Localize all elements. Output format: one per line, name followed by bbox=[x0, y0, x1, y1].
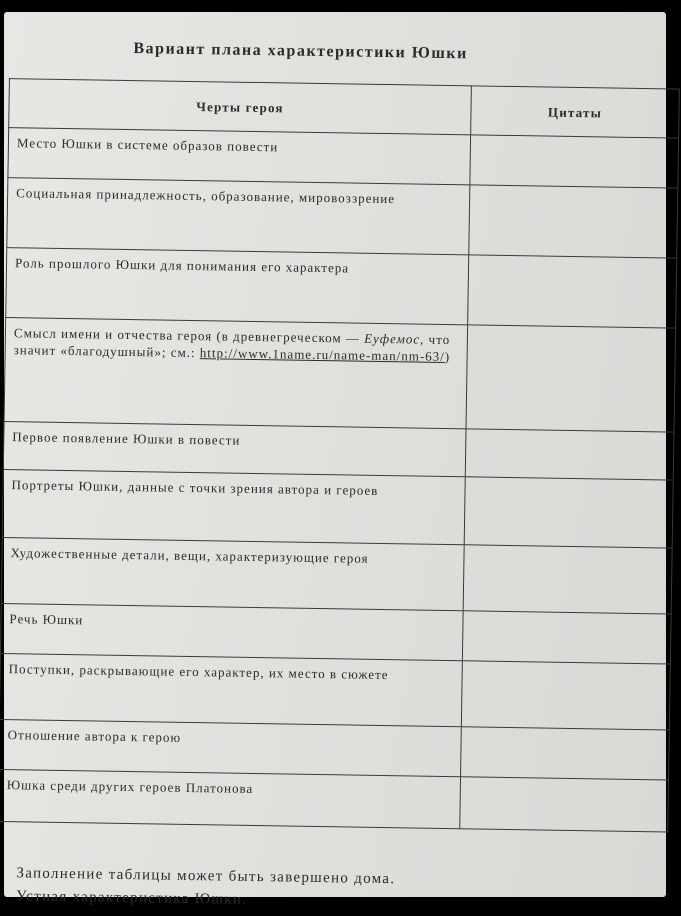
table-row bbox=[2, 470, 673, 549]
quote-cell bbox=[464, 477, 673, 548]
trait-cell: Первое появление Юшки в повести bbox=[3, 422, 466, 477]
trait-cell: Место Юшки в системе образов повести bbox=[8, 128, 471, 185]
quote-cell bbox=[465, 429, 674, 480]
header-traits: Черты героя bbox=[9, 79, 472, 135]
quote-cell bbox=[463, 545, 672, 614]
trait-cell bbox=[4, 318, 468, 429]
trait-cell: Поступки, раскрывающие его характер, их место в сюжете bbox=[0, 654, 462, 727]
trait-cell: Юшка среди других героев Платонова bbox=[0, 770, 461, 829]
quote-cell bbox=[466, 325, 676, 432]
table-row bbox=[0, 654, 670, 731]
quote-cell bbox=[469, 185, 678, 258]
characteristics-table bbox=[0, 78, 680, 832]
quote-cell bbox=[461, 727, 670, 780]
trait-cell: Художественные детали, вещи, характеризующие героя bbox=[1, 538, 464, 611]
greek-name: Еуфемос bbox=[364, 330, 421, 347]
quote-cell bbox=[461, 661, 670, 730]
page-photo bbox=[4, 12, 666, 908]
trait-text: ) bbox=[444, 348, 451, 365]
trait-cell: Отношение автора к герою bbox=[0, 720, 461, 777]
trait-text: , что значит «благодушный»; см.: bbox=[13, 331, 451, 361]
quote-cell bbox=[460, 777, 669, 832]
table-row bbox=[6, 248, 677, 329]
footer-text-cut: Устная характеристика Юшки. bbox=[15, 888, 248, 908]
trait-text: Смысл имени и отчества героя (в древнегреческом — bbox=[13, 325, 365, 346]
header-quotes: Цитаты bbox=[471, 86, 680, 138]
trait-cell: Роль прошлого Юшки для понимания его характера bbox=[6, 248, 469, 325]
quote-cell bbox=[462, 611, 671, 664]
table-row bbox=[7, 178, 678, 259]
table-row bbox=[1, 538, 672, 615]
trait-cell: Речь Юшки bbox=[0, 604, 463, 661]
reference-link[interactable]: http://www.1name.ru/name-man/nm-63/ bbox=[199, 345, 445, 364]
table-row bbox=[4, 318, 676, 433]
trait-cell: Социальная принадлежность, образование, мировоззрение bbox=[7, 178, 470, 255]
quote-cell bbox=[470, 135, 679, 188]
table-row bbox=[0, 770, 669, 833]
footer-text: Заполнение таблицы может быть завершено дома. bbox=[16, 865, 396, 888]
page-title: Вариант плана характеристики Юшки bbox=[133, 40, 468, 63]
trait-cell: Портреты Юшки, данные с точки зрения автора и героев bbox=[2, 470, 465, 545]
textbook-page bbox=[0, 12, 666, 907]
quote-cell bbox=[468, 255, 677, 328]
